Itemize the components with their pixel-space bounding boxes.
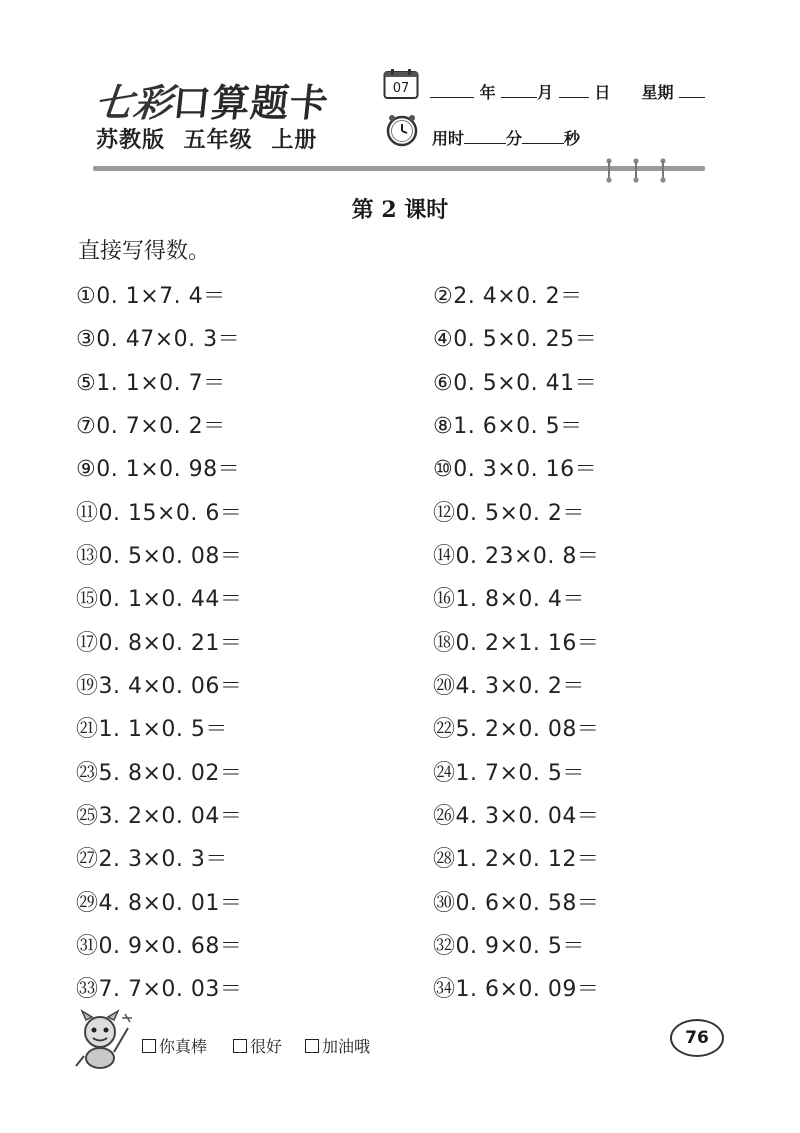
brand-rest: 口算题卡 (170, 80, 332, 125)
weekday-label: 星期 (641, 83, 674, 102)
day-blank[interactable] (559, 83, 589, 98)
checkbox-icon[interactable] (142, 1039, 156, 1053)
problem-item: ①0. 1×7. 4＝ (76, 284, 226, 309)
problem-item: ㉗2. 3×0. 3＝ (76, 847, 228, 872)
problem-item: ㉝7. 7×0. 03＝ (76, 977, 243, 1002)
rating-label: 很好 (250, 1037, 283, 1056)
instruction: 直接写得数。 (78, 239, 211, 264)
problem-item: ④0. 5×0. 25＝ (433, 327, 598, 352)
problem-item: ⑩0. 3×0. 16＝ (433, 457, 598, 482)
page-number: 76 (670, 1019, 724, 1057)
problem-item: ⑰0. 8×0. 21＝ (76, 631, 243, 656)
minute-blank[interactable] (464, 129, 506, 144)
date-fill-line (430, 80, 705, 103)
problem-item: ⑱0. 2×1. 16＝ (433, 631, 600, 656)
problem-item: ⑧1. 6×0. 5＝ (433, 414, 583, 439)
problem-item: ②2. 4×0. 2＝ (433, 284, 583, 309)
rating-option[interactable] (142, 1034, 207, 1057)
month-blank[interactable] (501, 83, 537, 98)
minute-label: 分 (506, 129, 523, 148)
second-label: 秒 (564, 129, 581, 148)
rating-option[interactable] (233, 1034, 282, 1057)
problem-item: ㉑1. 1×0. 5＝ (76, 717, 228, 742)
second-blank[interactable] (522, 129, 564, 144)
mascot-icon (70, 1008, 136, 1070)
month-label: 月 (537, 83, 554, 102)
problem-item: ⑬0. 5×0. 08＝ (76, 544, 243, 569)
problem-item: ㉘1. 2×0. 12＝ (433, 847, 600, 872)
problem-item: ⑳4. 3×0. 2＝ (433, 674, 585, 699)
problem-item: ㉞1. 6×0. 09＝ (433, 977, 600, 1002)
binder-ring-icon (604, 158, 614, 184)
year-blank[interactable] (430, 83, 474, 98)
problem-item: ⑪0. 15×0. 6＝ (76, 501, 243, 526)
rating-label: 你真棒 (159, 1037, 208, 1056)
problem-item: ⑮0. 1×0. 44＝ (76, 587, 243, 612)
checkbox-icon[interactable] (305, 1039, 319, 1053)
day-label: 日 (594, 83, 611, 102)
problem-item: ⑥0. 5×0. 41＝ (433, 371, 598, 396)
year-label: 年 (479, 83, 496, 102)
problem-item: ㉜0. 9×0. 5＝ (433, 934, 585, 959)
problem-item: ⑭0. 23×0. 8＝ (433, 544, 600, 569)
calendar-icon (383, 68, 419, 100)
problem-item: ㉙4. 8×0. 01＝ (76, 891, 243, 916)
brand-title (92, 72, 332, 127)
problem-item: ㉒5. 2×0. 08＝ (433, 717, 600, 742)
weekday-blank[interactable] (679, 83, 705, 98)
problem-item: ㉚0. 6×0. 58＝ (433, 891, 600, 916)
checkbox-icon[interactable] (233, 1039, 247, 1053)
problem-item: ㉕3. 2×0. 04＝ (76, 804, 243, 829)
time-used-label: 用时 (432, 129, 465, 148)
problem-item: ③0. 47×0. 3＝ (76, 327, 241, 352)
problem-item: ⑨0. 1×0. 98＝ (76, 457, 241, 482)
problem-item: ⑯1. 8×0. 4＝ (433, 587, 585, 612)
problem-item: ⑤1. 1×0. 7＝ (76, 371, 226, 396)
calendar-number: 07 (392, 81, 410, 96)
brand-seven: 七彩 (92, 80, 176, 125)
problem-item: ㉖4. 3×0. 04＝ (433, 804, 600, 829)
lesson-title: 第 2 课时 (351, 197, 449, 223)
binder-ring-icon (631, 158, 641, 184)
binder-ring-icon (658, 158, 668, 184)
problem-item: ⑲3. 4×0. 06＝ (76, 674, 243, 699)
problem-item: ⑦0. 7×0. 2＝ (76, 414, 226, 439)
problem-item: ㉓5. 8×0. 02＝ (76, 761, 243, 786)
book-subtitle: 苏教版 五年级 上册 (96, 128, 318, 153)
rating-option[interactable] (305, 1034, 370, 1057)
time-fill-line (432, 126, 580, 149)
rating-label: 加油哦 (322, 1037, 371, 1056)
problem-item: ⑫0. 5×0. 2＝ (433, 501, 585, 526)
problem-item: ㉔1. 7×0. 5＝ (433, 761, 585, 786)
clock-icon (385, 113, 419, 147)
problem-item: ㉛0. 9×0. 68＝ (76, 934, 243, 959)
